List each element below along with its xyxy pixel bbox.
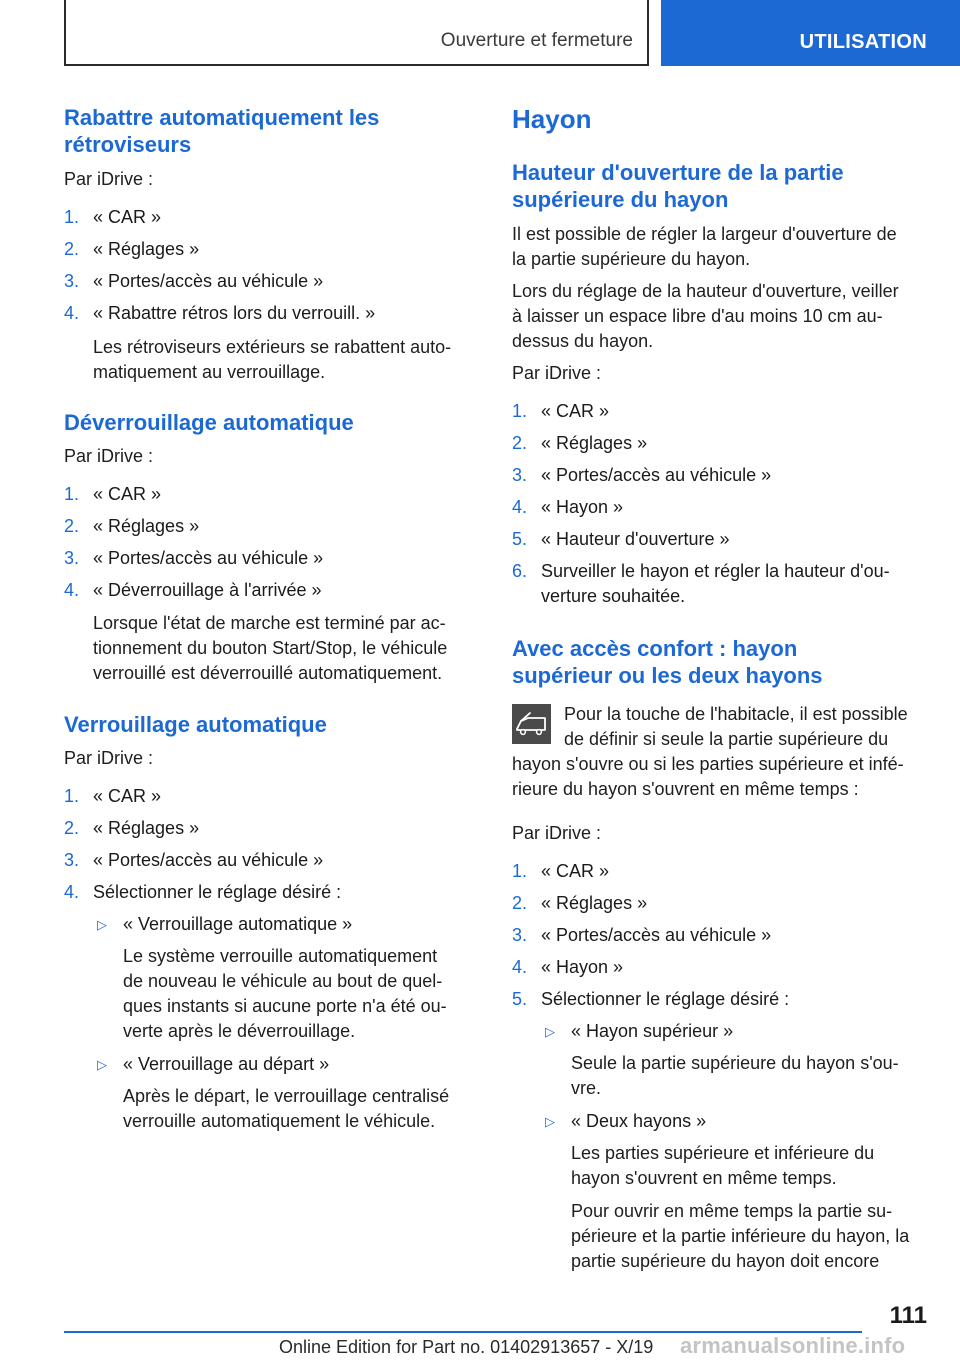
- heading-line: rétroviseurs: [64, 132, 192, 157]
- sub-list-text: « Verrouillage automatique »: [123, 914, 353, 934]
- list-line: Surveiller le hayon et régler la hauteur d'ou-: [541, 561, 890, 581]
- note-line: Pour ouvrir en même temps la partie su-: [571, 1201, 893, 1221]
- list-text: « Hauteur d'ouverture »: [541, 529, 730, 549]
- sub-list-item: [512, 1109, 928, 1134]
- list-text: « CAR »: [93, 786, 162, 806]
- list-number: 3.: [64, 850, 80, 870]
- note-line: verrouille automatiquement le véhicule.: [123, 1111, 436, 1131]
- list-number: 3.: [64, 271, 80, 291]
- list-item: [64, 514, 476, 539]
- list-number: 2.: [64, 239, 80, 259]
- list-number: 4.: [512, 497, 528, 517]
- list-number: 2.: [512, 893, 528, 913]
- intro-text: Par iDrive :: [64, 446, 154, 466]
- heading-opening-height: [512, 159, 928, 213]
- note-line: périeure et la partie inférieure du hayon, la: [571, 1226, 910, 1246]
- list-text: « CAR »: [541, 401, 610, 421]
- note-line: Lorsque l'état de marche est terminé par ac-: [93, 613, 446, 633]
- heading-line: Hauteur d'ouverture de la partie: [512, 160, 844, 185]
- heading-auto-lock: Verrouillage automatique: [64, 712, 327, 737]
- heading-auto-unlock: Déverrouillage automatique: [64, 410, 354, 435]
- sub-note: [512, 1141, 928, 1191]
- list-text: « Hayon »: [541, 497, 624, 517]
- list-number: 1.: [64, 207, 80, 227]
- list-number: 2.: [64, 516, 80, 536]
- list-number: 4.: [64, 303, 80, 323]
- list-number: 1.: [64, 786, 80, 806]
- list-number: 5.: [512, 989, 528, 1009]
- para-line: à laisser un espace libre d'au moins 10 cm au-: [512, 306, 883, 326]
- list-text: « CAR »: [93, 207, 162, 227]
- paragraph: [512, 222, 928, 272]
- list-text: « Réglages »: [93, 239, 200, 259]
- list-item: [512, 527, 928, 552]
- list-text: « Portes/accès au véhicule »: [93, 850, 324, 870]
- note-line: verrouillé est déverrouillé automatiquement.: [93, 663, 443, 683]
- list-text: « Réglages »: [541, 433, 648, 453]
- list-text: « Portes/accès au véhicule »: [541, 925, 772, 945]
- note-line: verte après le déverrouillage.: [123, 1021, 356, 1041]
- note-line: de nouveau le véhicule au bout de quel-: [123, 971, 443, 991]
- heading-line: Avec accès confort : hayon: [512, 636, 798, 661]
- list-item: [512, 859, 928, 884]
- list-text: « Réglages »: [93, 818, 200, 838]
- para-line: Pour la touche de l'habitacle, il est possible: [564, 704, 908, 724]
- header-section-title: Ouverture et fermeture: [64, 0, 649, 66]
- list-text: « Rabattre rétros lors du verrouill. »: [93, 303, 376, 323]
- list-text: « CAR »: [93, 484, 162, 504]
- list-text: « Portes/accès au véhicule »: [93, 271, 324, 291]
- heading-fold-mirrors: [64, 104, 476, 158]
- paragraph: [512, 752, 928, 802]
- para-line: Il est possible de régler la largeur d'ouverture de: [512, 224, 897, 244]
- list-number: 3.: [512, 465, 528, 485]
- step-note: [64, 335, 476, 385]
- page-number: 111: [889, 1302, 927, 1329]
- list-item: [64, 482, 476, 507]
- paragraph: [512, 279, 928, 354]
- intro-text: Par iDrive :: [64, 169, 154, 189]
- header-chapter-tab: UTILISATION: [661, 0, 960, 66]
- note-line: partie supérieure du hayon doit encore: [571, 1251, 880, 1271]
- list-number: 2.: [512, 433, 528, 453]
- list-item: [512, 923, 928, 948]
- note-line: matiquement au verrouillage.: [93, 362, 326, 382]
- list-item: [512, 559, 928, 609]
- paragraph: [512, 702, 928, 752]
- sub-note: [512, 1051, 928, 1101]
- triangle-bullet-icon: ▷: [545, 1114, 555, 1129]
- sub-list-item: [64, 1052, 476, 1077]
- sub-note: [64, 944, 476, 1044]
- para-line: la partie supérieure du hayon.: [512, 249, 751, 269]
- list-item: [64, 848, 476, 873]
- heading-line: supérieure du hayon: [512, 187, 729, 212]
- list-item: [512, 495, 928, 520]
- list-number: 1.: [64, 484, 80, 504]
- heading-hayon: Hayon: [512, 104, 592, 134]
- heading-line: supérieur ou les deux hayons: [512, 663, 823, 688]
- note-line: Le système verrouille automatiquement: [123, 946, 438, 966]
- list-item: [64, 880, 476, 905]
- list-number: 4.: [64, 882, 80, 902]
- list-item: [64, 269, 476, 294]
- list-text: « Hayon »: [541, 957, 624, 977]
- list-line: verture souhaitée.: [541, 586, 686, 606]
- list-text: « Portes/accès au véhicule »: [541, 465, 772, 485]
- list-text: « Réglages »: [541, 893, 648, 913]
- list-number: 3.: [64, 548, 80, 568]
- sub-list-item: [512, 1019, 928, 1044]
- list-item: [64, 205, 476, 230]
- list-item: [512, 463, 928, 488]
- list-item: [512, 955, 928, 980]
- list-number: 1.: [512, 401, 528, 421]
- list-item: [64, 546, 476, 571]
- note-line: tionnement du bouton Start/Stop, le véhicule: [93, 638, 448, 658]
- para-line: hayon s'ouvre ou si les parties supérieure et infé-: [512, 754, 904, 774]
- list-item: [64, 578, 476, 603]
- step-note: [64, 611, 476, 686]
- list-text: « Portes/accès au véhicule »: [93, 548, 324, 568]
- sub-list-item: [64, 912, 476, 937]
- list-item: [64, 784, 476, 809]
- list-item: [512, 399, 928, 424]
- list-item: [64, 237, 476, 262]
- list-item: [512, 891, 928, 916]
- list-number: 6.: [512, 561, 528, 581]
- list-number: 2.: [64, 818, 80, 838]
- list-number: 1.: [512, 861, 528, 881]
- list-item: [64, 301, 476, 326]
- note-line: Seule la partie supérieure du hayon s'ou-: [571, 1053, 899, 1073]
- list-item: [64, 816, 476, 841]
- note-line: Les rétroviseurs extérieurs se rabattent auto-: [93, 337, 452, 357]
- heading-comfort-access: [512, 635, 928, 689]
- para-line: dessus du hayon.: [512, 331, 654, 351]
- list-number: 3.: [512, 925, 528, 945]
- list-text: Sélectionner le réglage désiré :: [93, 882, 342, 902]
- sub-list-text: « Deux hayons »: [571, 1111, 707, 1131]
- list-text: [541, 559, 928, 609]
- list-number: 4.: [512, 957, 528, 977]
- para-line: de définir si seule la partie supérieure du: [564, 729, 889, 749]
- heading-line: Rabattre automatiquement les: [64, 105, 380, 130]
- para-line: rieure du hayon s'ouvrent en même temps :: [512, 779, 859, 799]
- list-number: 5.: [512, 529, 528, 549]
- triangle-bullet-icon: ▷: [97, 1057, 107, 1072]
- list-text: « Déverrouillage à l'arrivée »: [93, 580, 322, 600]
- para-line: Lors du réglage de la hauteur d'ouverture, veiller: [512, 281, 899, 301]
- note-line: vre.: [571, 1078, 602, 1098]
- note-line: hayon s'ouvrent en même temps.: [571, 1168, 837, 1188]
- footer-edition: Online Edition for Part no. 01402913657 - X/19: [279, 1337, 654, 1357]
- list-item: [512, 431, 928, 456]
- intro-text: Par iDrive :: [64, 748, 154, 768]
- sub-note: [64, 1084, 476, 1134]
- note-line: Après le départ, le verrouillage centralisé: [123, 1086, 450, 1106]
- list-item: [512, 987, 928, 1012]
- list-text: « Réglages »: [93, 516, 200, 536]
- sub-list-text: « Verrouillage au départ »: [123, 1054, 330, 1074]
- note-line: ques instants si aucune porte n'a été ou-: [123, 996, 447, 1016]
- list-text: Sélectionner le réglage désiré :: [541, 989, 790, 1009]
- note-line: Les parties supérieure et inférieure du: [571, 1143, 875, 1163]
- intro-text: Par iDrive :: [512, 363, 602, 383]
- footer-watermark: armanualsonline.info: [680, 1333, 906, 1358]
- intro-text: Par iDrive :: [512, 823, 602, 843]
- list-number: 4.: [64, 580, 80, 600]
- triangle-bullet-icon: ▷: [545, 1024, 555, 1039]
- sub-list-text: « Hayon supérieur »: [571, 1021, 734, 1041]
- sub-note: [512, 1199, 928, 1274]
- list-text: « CAR »: [541, 861, 610, 881]
- triangle-bullet-icon: ▷: [97, 917, 107, 932]
